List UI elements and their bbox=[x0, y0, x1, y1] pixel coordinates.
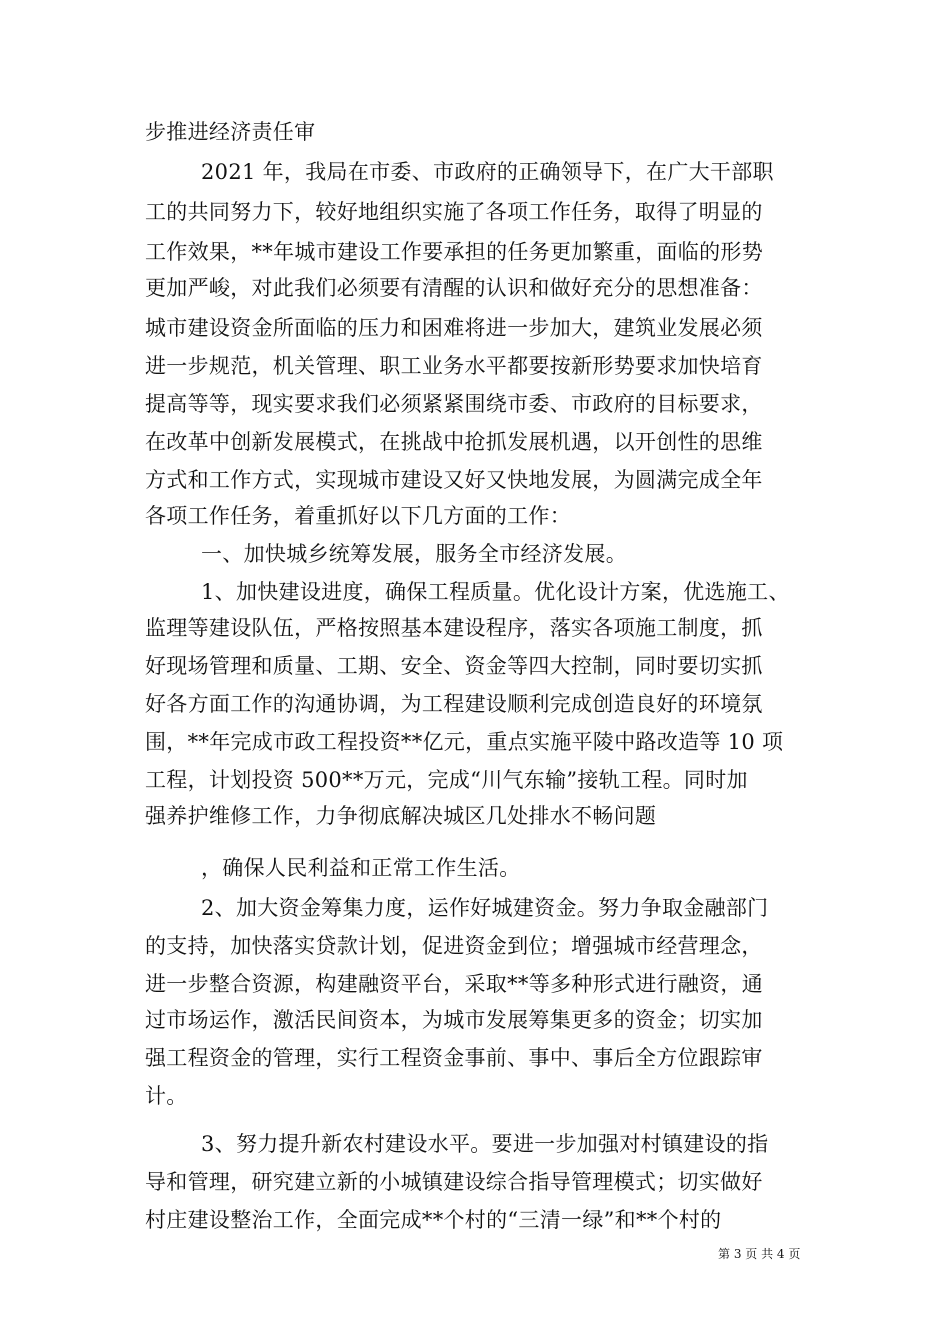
paragraph-line: 2021 年，我局在市委、市政府的正确领导下，在广大干部职 bbox=[201, 160, 774, 184]
paragraph-line: 城市建设资金所面临的压力和困难将进一步加大，建筑业发展必须 bbox=[145, 316, 763, 340]
paragraph-line: 工程，计划投资 500**万元，完成“川气东输”接轨工程。同时加 bbox=[145, 768, 748, 792]
paragraph-line: 村庄建设整治工作，全面完成**个村的“三清一绿”和**个村的 bbox=[145, 1208, 722, 1232]
paragraph-line: 进一步整合资源，构建融资平台，采取**等多种形式进行融资，通 bbox=[145, 972, 763, 996]
text-line: 步推进经济责任审 bbox=[145, 120, 316, 144]
paragraph-line: 好各方面工作的沟通协调，为工程建设顺利完成创造良好的环境氛 bbox=[145, 692, 763, 716]
page-number: 第 3 页 共 4 页 bbox=[718, 1247, 801, 1261]
paragraph-line: 1、加快建设进度，确保工程质量。优化设计方案，优选施工、 bbox=[201, 580, 790, 604]
paragraph-line: 在改革中创新发展模式，在挑战中抢抓发展机遇，以开创性的思维 bbox=[145, 430, 763, 454]
paragraph-line: 围，**年完成市政工程投资**亿元，重点实施平陵中路改造等 10 项 bbox=[145, 730, 784, 754]
paragraph-line: 强养护维修工作，力争彻底解决城区几处排水不畅问题 bbox=[145, 804, 657, 828]
paragraph-line: ，确保人民利益和正常工作生活。 bbox=[201, 856, 521, 880]
section-heading: 一、加快城乡统筹发展，服务全市经济发展。 bbox=[201, 542, 627, 566]
paragraph-line: 的支持，加快落实贷款计划，促进资金到位；增强城市经营理念， bbox=[145, 934, 763, 958]
paragraph-line: 过市场运作，激活民间资本，为城市发展筹集更多的资金；切实加 bbox=[145, 1008, 763, 1032]
paragraph-line: 强工程资金的管理，实行工程资金事前、事中、事后全方位跟踪审 bbox=[145, 1046, 763, 1070]
paragraph-line: 提高等等，现实要求我们必须紧紧围绕市委、市政府的目标要求， bbox=[145, 392, 763, 416]
paragraph-line: 各项工作任务，着重抓好以下几方面的工作： bbox=[145, 504, 571, 528]
paragraph-line: 2、加大资金筹集力度，运作好城建资金。努力争取金融部门 bbox=[201, 896, 769, 920]
paragraph-line: 计。 bbox=[145, 1084, 188, 1108]
paragraph-line: 监理等建设队伍，严格按照基本建设程序，落实各项施工制度，抓 bbox=[145, 616, 763, 640]
paragraph-line: 更加严峻，对此我们必须要有清醒的认识和做好充分的思想准备： bbox=[145, 276, 763, 300]
paragraph-line: 好现场管理和质量、工期、安全、资金等四大控制，同时要切实抓 bbox=[145, 654, 763, 678]
paragraph-line: 导和管理，研究建立新的小城镇建设综合指导管理模式；切实做好 bbox=[145, 1170, 763, 1194]
paragraph-line: 3、努力提升新农村建设水平。要进一步加强对村镇建设的指 bbox=[201, 1132, 769, 1156]
paragraph-line: 方式和工作方式，实现城市建设又好又快地发展，为圆满完成全年 bbox=[145, 468, 763, 492]
paragraph-line: 工的共同努力下，较好地组织实施了各项工作任务，取得了明显的 bbox=[145, 200, 763, 224]
paragraph-line: 进一步规范，机关管理、职工业务水平都要按新形势要求加快培育 bbox=[145, 354, 763, 378]
paragraph-line: 工作效果，**年城市建设工作要承担的任务更加繁重，面临的形势 bbox=[145, 240, 763, 264]
